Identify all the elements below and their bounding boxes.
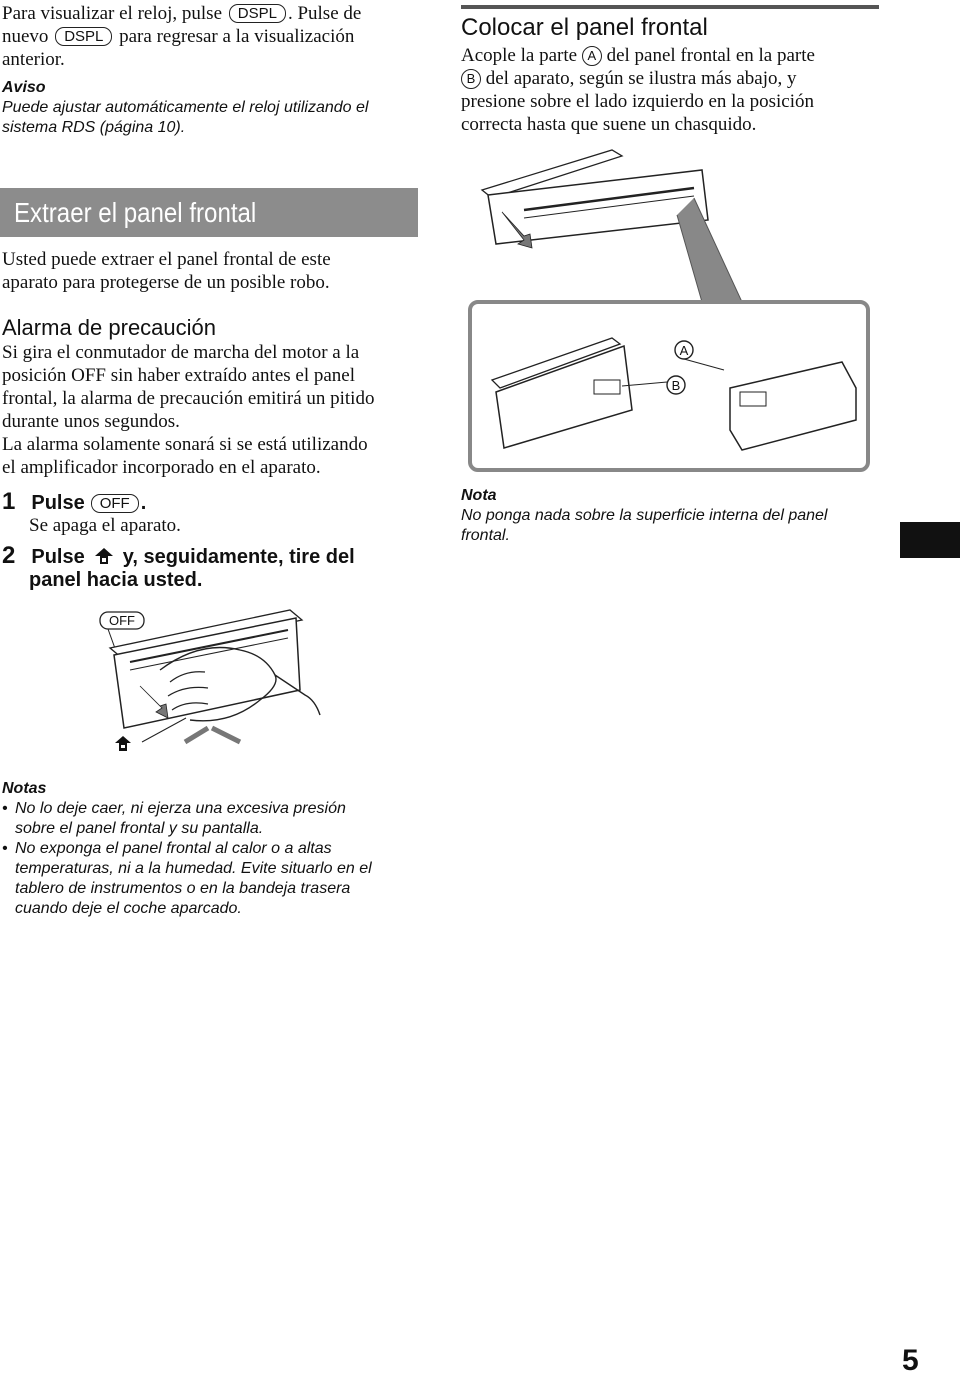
colocar-title: Colocar el panel frontal (461, 14, 708, 41)
nota-heading: Nota (461, 487, 497, 504)
extraer-title: Extraer el panel frontal (14, 197, 257, 228)
alarma-title: Alarma de precaución (2, 315, 217, 340)
step-2: 2 Pulse y, seguidamente, tire del (2, 542, 355, 569)
alarma-body: Si gira el conmutador de marcha del motor a la posición OFF sin haber extraído antes el panel frontal, la alarma de precaución emitirá un pitido durante unos segundos. La alarma solamente sonará si se está utilizando el amplificador incorporado en el aparato. (2, 342, 375, 478)
release-callout-icon (115, 736, 131, 751)
off-callout-label: OFF (109, 613, 135, 628)
remove-panel-illustration (90, 600, 340, 770)
extraer-body: Usted puede extraer el panel frontal de este aparato para protegerse de un posible robo. (2, 249, 331, 293)
nota-note: Nota No ponga nada sobre la superficie interna del panel frontal. (461, 486, 881, 546)
list-item: • No lo deje caer, ni ejerza una excesiva presión sobre el panel frontal y su pantalla. (2, 800, 346, 837)
step-number: 1 (2, 488, 16, 515)
step-number: 2 (2, 542, 16, 569)
extraer-heading-bar (0, 188, 418, 237)
part-b-badge: B (461, 69, 481, 89)
step-1-result: Se apaga el aparato. (29, 515, 181, 536)
step-1: 1 Pulse OFF . (2, 488, 147, 515)
clock-instructions: Para visualizar el reloj, pulse DSPL . Pulse de nuevo DSPL para regresar a la visualización anterior. (2, 3, 362, 70)
aviso-note: Aviso Puede ajustar automáticamente el reloj utilizando el sistema RDS (página 10). (2, 78, 422, 138)
aviso-heading: Aviso (2, 79, 46, 96)
part-a-badge: A (582, 46, 602, 66)
label-a: A (679, 343, 689, 358)
attach-panel-illustration (462, 140, 882, 475)
step-2-line2: panel hacia usted. (29, 569, 203, 591)
dspl-button-icon: DSPL (229, 4, 286, 23)
page-number: 5 (902, 1344, 919, 1377)
release-icon (93, 546, 115, 566)
section-rule (461, 5, 879, 9)
notas-list (2, 779, 422, 919)
notas-heading: Notas (2, 780, 47, 797)
page-edge-tab (900, 522, 960, 558)
label-b: B (671, 378, 681, 393)
colocar-body: Acople la parte A del panel frontal en la parte B del aparato, según se ilustra más abajo, y presione sobre el lado izquierdo en la posición correcta hasta que suene un chasquido. (461, 45, 815, 135)
dspl-button-icon: DSPL (55, 27, 112, 46)
off-button-icon: OFF (91, 494, 139, 513)
list-item: • No exponga el panel frontal al calor o a altas temperaturas, ni a la humedad. Evite situarlo en el tablero de instrumentos o en la bandeja trasera cuando deje el coche aparcado. (2, 840, 372, 917)
